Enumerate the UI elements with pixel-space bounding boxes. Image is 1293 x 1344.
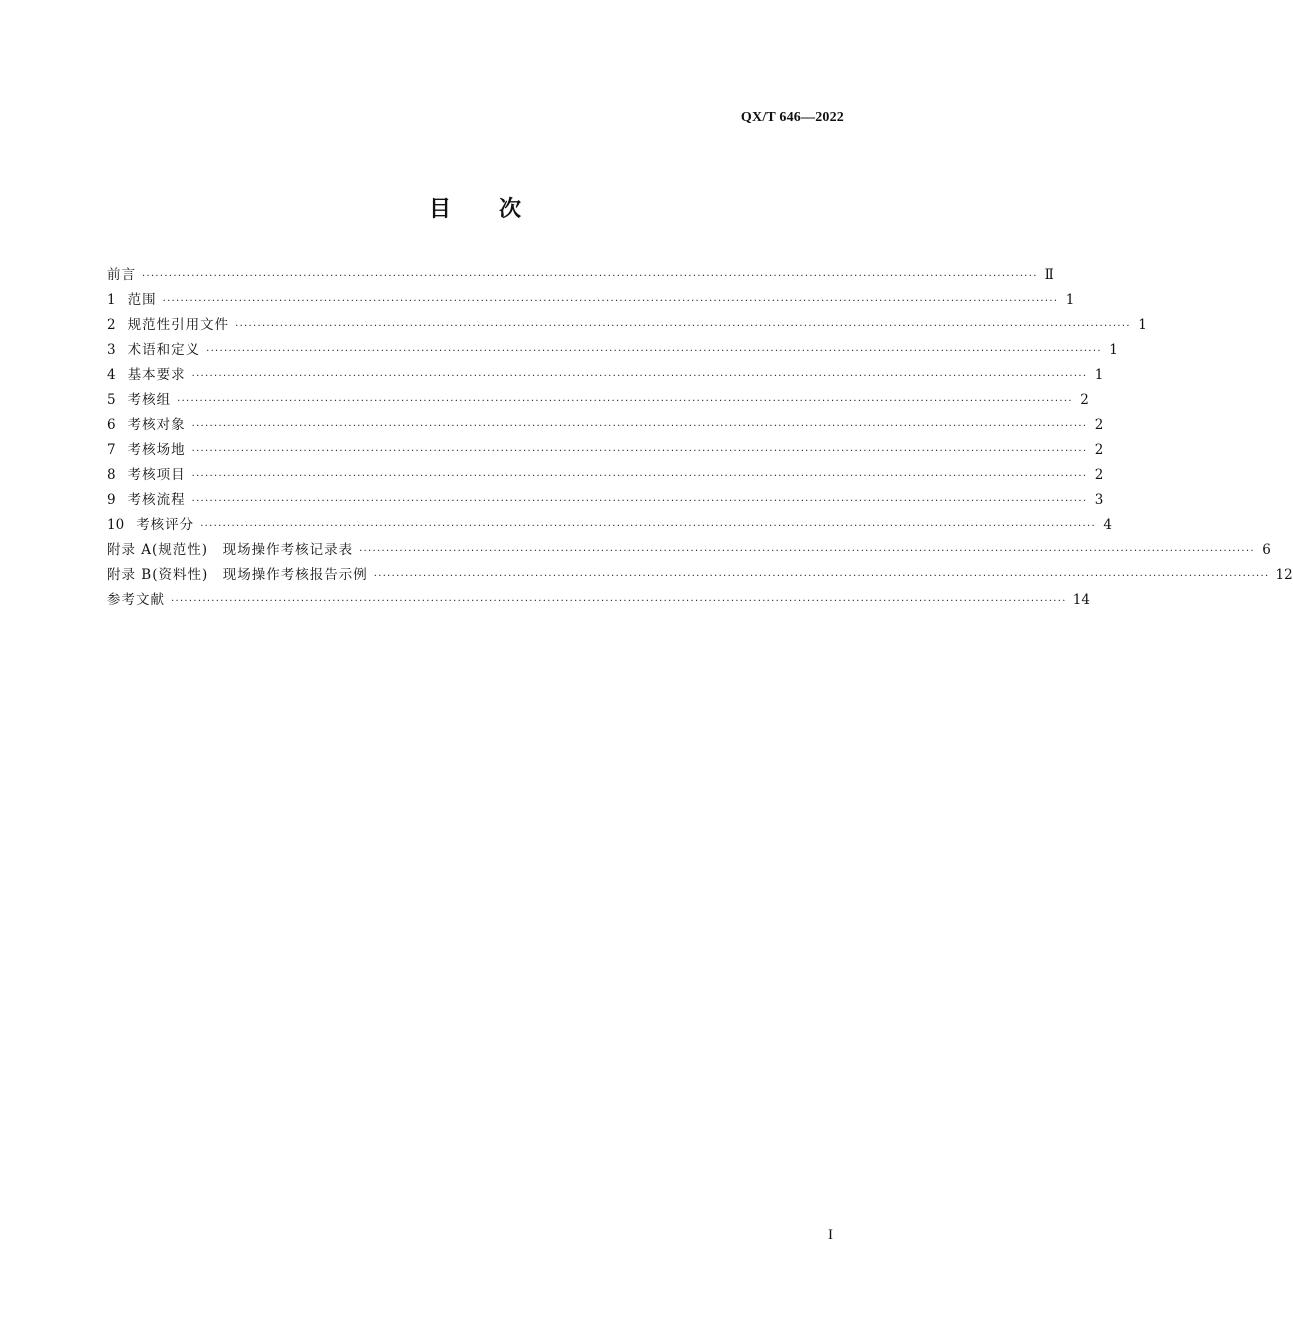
toc-entry-page: 6 xyxy=(1262,542,1271,558)
toc-entry-assessment-items[interactable] xyxy=(107,463,1104,488)
toc-entry-label: 术语和定义 xyxy=(127,342,201,358)
toc-title-char: 目 xyxy=(428,197,451,222)
toc-entry-page: 1 xyxy=(1109,342,1118,358)
toc-entry-assessment-scoring[interactable] xyxy=(107,513,1112,538)
toc-entry-label: 考核评分 xyxy=(136,517,195,533)
dot-leader: ········································································································································································································ xyxy=(191,471,1088,482)
table-of-contents xyxy=(107,263,1293,613)
toc-entry-page: 14 xyxy=(1072,592,1090,608)
toc-entry-label: 考核对象 xyxy=(127,417,186,433)
toc-entry-number: 3 xyxy=(107,342,116,358)
toc-title xyxy=(0,192,950,223)
dot-leader: ········································································································································································································ xyxy=(191,496,1088,507)
toc-entry-label: 考核项目 xyxy=(127,467,186,483)
toc-entry-page: 2 xyxy=(1080,392,1089,408)
dot-leader: ········································································································································································································ xyxy=(191,421,1088,432)
toc-entry-number: 7 xyxy=(107,442,116,458)
toc-entry-assessment-site[interactable] xyxy=(107,438,1104,463)
toc-entry-page: 1 xyxy=(1094,367,1104,383)
toc-entry-number: 5 xyxy=(107,392,116,408)
dot-leader: ········································································································································································································ xyxy=(235,321,1131,332)
toc-entry-normative-references[interactable] xyxy=(107,313,1147,338)
toc-entry-label: 考核组 xyxy=(127,392,172,408)
toc-entry-assessment-process[interactable] xyxy=(107,488,1104,513)
dot-leader: ········································································································································································································ xyxy=(200,521,1096,532)
toc-entry-appendix-b[interactable] xyxy=(107,563,1293,588)
toc-entry-appendix-a[interactable] xyxy=(107,538,1271,563)
toc-entry-page: 4 xyxy=(1103,517,1112,533)
toc-entry-assessment-subject[interactable] xyxy=(107,413,1104,438)
toc-entry-basic-requirements[interactable] xyxy=(107,363,1104,388)
toc-entry-label: 规范性引用文件 xyxy=(127,317,230,333)
toc-entry-page: 2 xyxy=(1094,417,1104,433)
toc-entry-number: 10 xyxy=(107,517,125,533)
dot-leader: ········································································································································································································ xyxy=(206,346,1102,357)
toc-entry-number: 4 xyxy=(107,367,116,383)
toc-entry-label: 范围 xyxy=(127,292,157,308)
toc-entry-number: 1 xyxy=(107,292,116,308)
standard-code: QX/T 646—2022 xyxy=(740,110,844,125)
toc-entry-bibliography[interactable] xyxy=(107,588,1090,613)
page-number: I xyxy=(828,1227,833,1243)
toc-entry-number: 9 xyxy=(107,492,116,508)
toc-entry-label: 附录 B(资料性) 现场操作考核报告示例 xyxy=(107,567,368,583)
toc-entry-page: 3 xyxy=(1094,492,1104,508)
dot-leader: ········································································································································································································ xyxy=(373,571,1270,582)
toc-entry-label: 参考文献 xyxy=(107,592,165,608)
toc-entry-preface[interactable] xyxy=(107,263,1054,288)
dot-leader: ········································································································································································································ xyxy=(191,446,1088,457)
toc-entry-number: 2 xyxy=(107,317,116,333)
toc-entry-label: 考核流程 xyxy=(127,492,186,508)
toc-entry-page: Ⅱ xyxy=(1044,267,1054,283)
toc-entry-page: 1 xyxy=(1138,317,1147,333)
toc-entry-number: 8 xyxy=(107,467,116,483)
dot-leader: ········································································································································································································ xyxy=(191,371,1088,382)
toc-title-char: 次 xyxy=(499,197,522,222)
toc-entry-scope[interactable] xyxy=(107,288,1075,313)
toc-entry-page: 12 xyxy=(1275,567,1293,583)
toc-entry-page: 2 xyxy=(1094,467,1104,483)
toc-entry-page: 2 xyxy=(1094,442,1104,458)
toc-entry-page: 1 xyxy=(1065,292,1075,308)
toc-entry-label: 附录 A(规范性) 现场操作考核记录表 xyxy=(107,542,354,558)
toc-entry-label: 考核场地 xyxy=(127,442,186,458)
dot-leader: ········································································································································································································ xyxy=(171,596,1067,607)
toc-entry-label: 前言 xyxy=(107,267,136,283)
toc-entry-assessment-group[interactable] xyxy=(107,388,1089,413)
dot-leader: ········································································································································································································ xyxy=(142,271,1038,282)
dot-leader: ········································································································································································································ xyxy=(177,396,1073,407)
toc-entry-label: 基本要求 xyxy=(127,367,186,383)
toc-entry-number: 6 xyxy=(107,417,116,433)
dot-leader: ········································································································································································································ xyxy=(359,546,1255,557)
toc-entry-terms[interactable] xyxy=(107,338,1118,363)
dot-leader: ········································································································································································································ xyxy=(162,296,1059,307)
